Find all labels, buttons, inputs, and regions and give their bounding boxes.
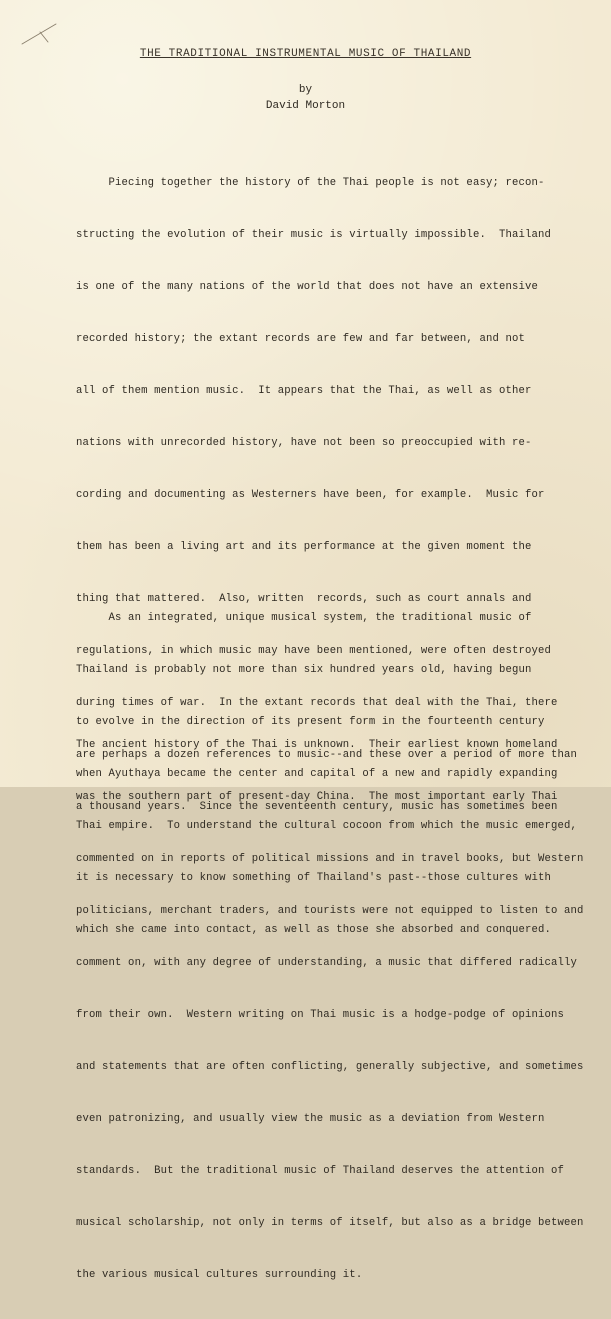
text-line: during times of war. In the extant records that deal with the Thai, there [76,697,558,709]
text-line: Thailand is probably not more than six hundred years old, having begun [76,663,532,676]
text-line: them has been a living art and its performance at the given moment the [76,540,532,553]
text-line: to evolve in the direction of its present form in the fourteenth century [76,715,545,728]
text-line: As an integrated, unique musical system, the traditional music of [76,611,532,624]
text-line: a thousand years. Since the seventeenth century, music has sometimes been [76,801,558,814]
text-line: commented on in reports of political missions and in travel books, but Western [76,853,584,866]
text-line: are perhaps a dozen references to music--and these over a period of more than [76,749,578,762]
text-line: the various musical cultures surrounding it. [76,1269,363,1282]
text-line: Piecing together the history of the Thai people is not easy; recon- [76,176,545,189]
paragraph-3 [76,702,578,841]
text-line: standards. But the traditional music of Thailand deserves the attention of [76,1165,565,1178]
text-line: Thai empire. To understand the cultural cocoon from which the music emerged, [76,819,578,832]
text-line: politicians, merchant traders, and tourists were not equipped to listen to and [76,905,584,918]
text-line: when Ayuthaya became the center and capital of a new and rapidly expanding [76,767,558,780]
text-line: recorded history; the extant records are few and far between, and not [76,332,526,345]
text-line: it is necessary to know something of Thailand's past--those cultures with [76,871,552,884]
text-line: from their own. Western writing on Thai music is a hodge-podge of opinions [76,1009,565,1022]
text-line: regulations, in which music may have been mentioned, were often destroyed [76,644,552,657]
text-line: comment on, with any degree of understanding, a music that differed radically [76,957,578,970]
text-line: which she came into contact, as well as those she absorbed and conquered. [76,923,552,936]
text-line: and statements that are often conflicting, generally subjective, and sometimes [76,1061,584,1074]
text-line: all of them mention music. It appears that the Thai, as well as other [76,384,532,397]
pencil-mark-icon [18,18,62,48]
text-line: cording and documenting as Westerners have been, for example. Music for [76,488,545,501]
text-line: thing that mattered. Also, written records, such as court annals and [76,592,532,605]
text-line: is one of the many nations of the world that does not have an extensive [76,280,539,293]
text-line: even patronizing, and usually view the music as a deviation from Western [76,1113,545,1126]
text-line: musical scholarship, not only in terms of itself, but also as a bridge between [76,1217,584,1230]
byline: by [298,84,313,96]
text-line: nations with unrecorded history, have not been so preoccupied with re- [76,436,532,449]
document-title: THE TRADITIONAL INSTRUMENTAL MUSIC OF THAILAND [139,48,472,60]
text-line: The ancient history of the Thai is unknown. Their earliest known homeland [76,738,558,751]
text-line: structing the evolution of their music is virtually impossible. Thailand [76,228,552,241]
author-name: David Morton [265,100,346,112]
text-line: was the southern part of present-day China. The most important early Thai [76,790,558,803]
